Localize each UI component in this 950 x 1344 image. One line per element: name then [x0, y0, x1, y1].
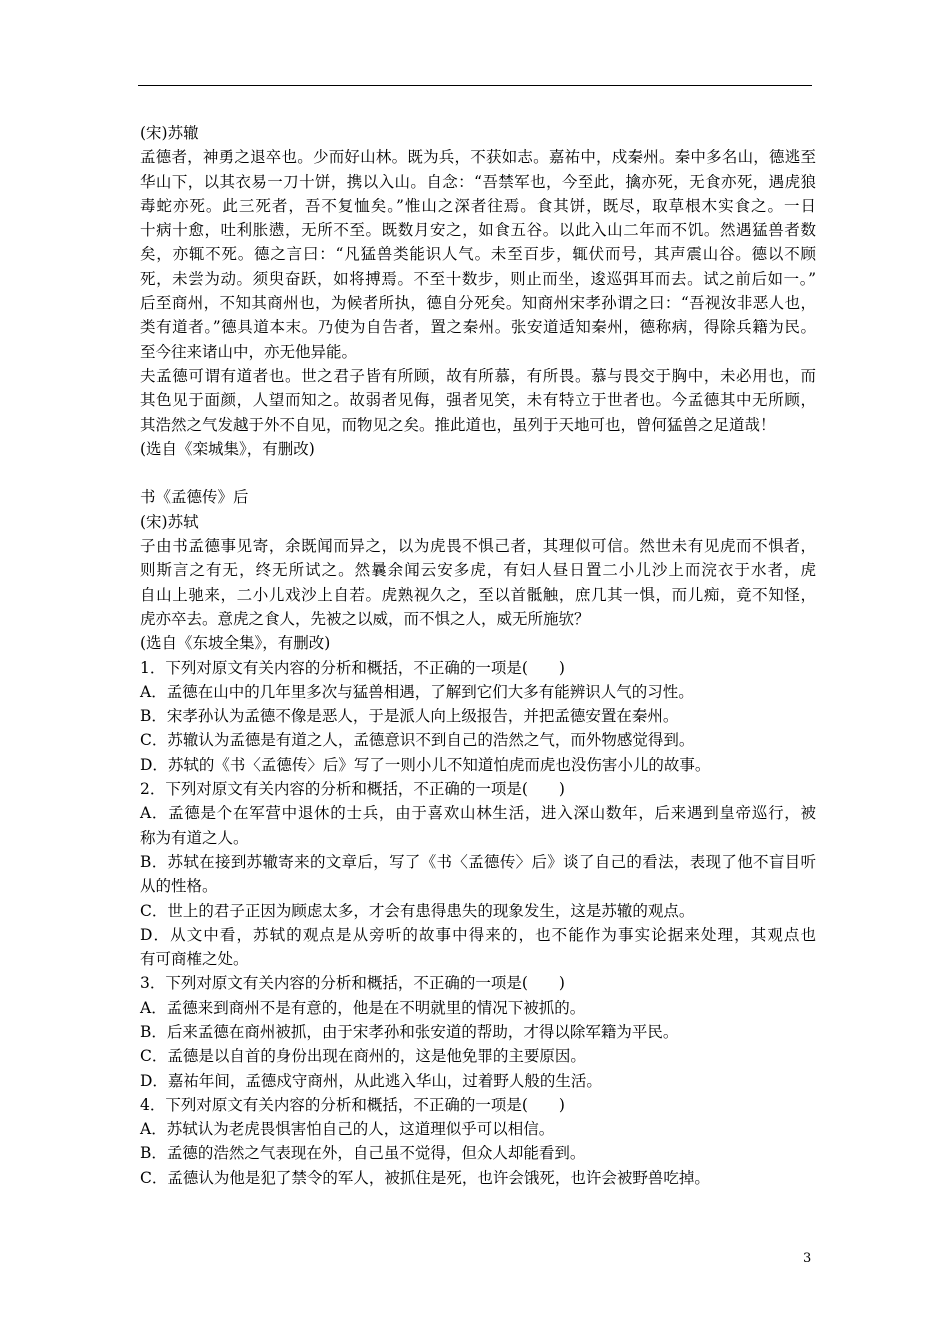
question-stem: 2．下列对原文有关内容的分析和概括，不正确的一项是( )	[140, 780, 565, 799]
option-a: A．苏轼认为老虎畏惧害怕自己的人，这道理似乎可以相信。	[140, 1120, 555, 1139]
text-line: 类有道者。”德具道本末。乃使为自告者，置之秦州。张安道适知秦州，德称病，得除兵籍为民。	[140, 318, 816, 337]
text-line: 死，未尝为动。须臾奋跃，如将搏焉。不至十数步，则止而坐，逡巡弭耳而去。试之前后如一。”	[140, 269, 816, 288]
option-c: C．苏辙认为孟德是有道之人，孟德意识不到自己的浩然之气，而外物感觉得到。	[140, 731, 695, 750]
option-b: B．宋孝孙认为孟德不像是恶人，于是派人向上级报告，并把孟德安置在秦州。	[140, 707, 679, 726]
text-line: 华山下，以其衣易一刀十饼，携以入山。自念：“吾禁军也，今至此，擒亦死，无食亦死，遇虎狼	[140, 172, 816, 191]
question-3	[140, 971, 816, 1092]
option-a: A．孟德是个在军营中退休的士兵，由于喜欢山林生活，进入深山数年，后来遇到皇帝巡行，被	[140, 804, 816, 823]
question-2	[140, 777, 816, 971]
option-d: D．嘉祐年间，孟德戍守商州，从此逃入华山，过着野人般的生活。	[140, 1071, 602, 1090]
text-line: 则斯言之有无，终无所试之。然曩余闻云安多虎，有妇人昼日置二小儿沙上而浣衣于水者，虎	[140, 561, 816, 580]
text-line: 夫孟德可谓有道者也。世之君子皆有所顾，故有所慕，有所畏。慕与畏交于胸中，未必用也，而	[140, 366, 816, 385]
text-line: 毒蛇亦死。此三死者，吾不复恤矣。”惟山之深者往焉。食其饼，既尽，取草根木实食之。一日	[140, 196, 816, 215]
question-1	[140, 656, 816, 777]
text-line: 虎亦卒去。意虎之食人，先被之以威，而不惧之人，威无所施欤？	[140, 609, 590, 628]
text-line: 其色见于面颜，人望而知之。故弱者见侮，强者见笑，未有特立于世者也。今孟德其中无所顾，	[140, 391, 816, 410]
option-b: B．孟德的浩然之气表现在外，自己虽不觉得，但众人却能看到。	[140, 1144, 586, 1163]
text-line: 至今往来诸山中，亦无他异能。	[140, 342, 358, 361]
passage2-paragraph	[140, 534, 816, 631]
option-a: A．孟德来到商州不是有意的，他是在不明就里的情况下被抓的。	[140, 998, 586, 1017]
option-a: A．孟德在山中的几年里多次与猛兽相遇，了解到它们大多有能辨识人气的习性。	[140, 682, 694, 701]
option-c: C．世上的君子正因为顾虑太多，才会有患得患失的现象发生，这是苏辙的观点。	[140, 901, 695, 920]
section-gap	[140, 461, 816, 485]
passage1-paragraph1	[140, 145, 816, 364]
text-line: 十病十愈，吐利胀懑，无所不至。既数月安之，如食五谷。以此入山二年而不饥。然遇猛兽者数	[140, 221, 816, 240]
document-body	[140, 121, 816, 1190]
option-b: B．苏轼在接到苏辙寄来的文章后，写了《书〈孟德传〉后》谈了自己的看法，表现了他不盲目听	[140, 852, 816, 871]
text-line: 孟德者，神勇之退卒也。少而好山林。既为兵，不获如志。嘉祐中，戍秦州。秦中多名山，德逃至	[140, 148, 816, 167]
option-b: B．后来孟德在商州被抓，由于宋孝孙和张安道的帮助，才得以除军籍为平民。	[140, 1022, 679, 1041]
option-d-continued: 有可商榷之处。	[140, 950, 249, 969]
option-b-continued: 从的性格。	[140, 877, 218, 896]
passage1-source: (选自《栾城集》，有删改)	[140, 439, 315, 458]
passage2-author: (宋)苏轼	[140, 512, 199, 531]
passage1-paragraph2	[140, 364, 816, 437]
text-line: 其浩然之气发越于外不自见，而物见之矣。推此道也，虽列于天地可也，曾何猛兽之足道哉！	[140, 415, 776, 434]
question-4	[140, 1093, 816, 1190]
passage2-source: (选自《东坡全集》，有删改)	[140, 634, 331, 653]
option-d: D．苏轼的《书〈孟德传〉后》写了一则小儿不知道怕虎而虎也没伤害小儿的故事。	[140, 755, 711, 774]
text-line: 后至商州，不知其商州也，为候者所执，德自分死矣。知商州宋孝孙谓之曰：“吾视汝非恶人也，	[140, 294, 816, 313]
option-c: C．孟德是以自首的身份出现在商州的，这是他免罪的主要原因。	[140, 1047, 586, 1066]
question-stem: 1．下列对原文有关内容的分析和概括，不正确的一项是( )	[140, 658, 565, 677]
page-number: 3	[803, 1251, 812, 1266]
option-a-continued: 称为有道之人。	[140, 828, 249, 847]
passage1-author: (宋)苏辙	[140, 124, 199, 142]
header-rule	[138, 85, 812, 86]
question-stem: 4．下列对原文有关内容的分析和概括，不正确的一项是( )	[140, 1095, 565, 1114]
question-stem: 3．下列对原文有关内容的分析和概括，不正确的一项是( )	[140, 974, 565, 993]
passage2-title: 书《孟德传》后	[140, 488, 249, 507]
option-c: C．孟德认为他是犯了禁令的军人，被抓住是死，也许会饿死，也许会被野兽吃掉。	[140, 1168, 710, 1187]
text-line: 子由书孟德事见寄，余既闻而异之，以为虎畏不惧己者，其理似可信。然世未有见虎而不惧者，	[140, 537, 816, 556]
text-line: 矣，亦辄不死。德之言曰：“凡猛兽类能识人气。未至百步，辄伏而号，其声震山谷。德以不顾	[140, 245, 816, 264]
option-d: D．从文中看，苏轼的观点是从旁听的故事中得来的，也不能作为事实论据来处理，其观点也	[140, 925, 816, 944]
text-line: 自山上驰来，二小儿戏沙上自若。虎熟视久之，至以首骶触，庶几其一惧，而儿痴，竟不知怪，	[140, 585, 816, 604]
